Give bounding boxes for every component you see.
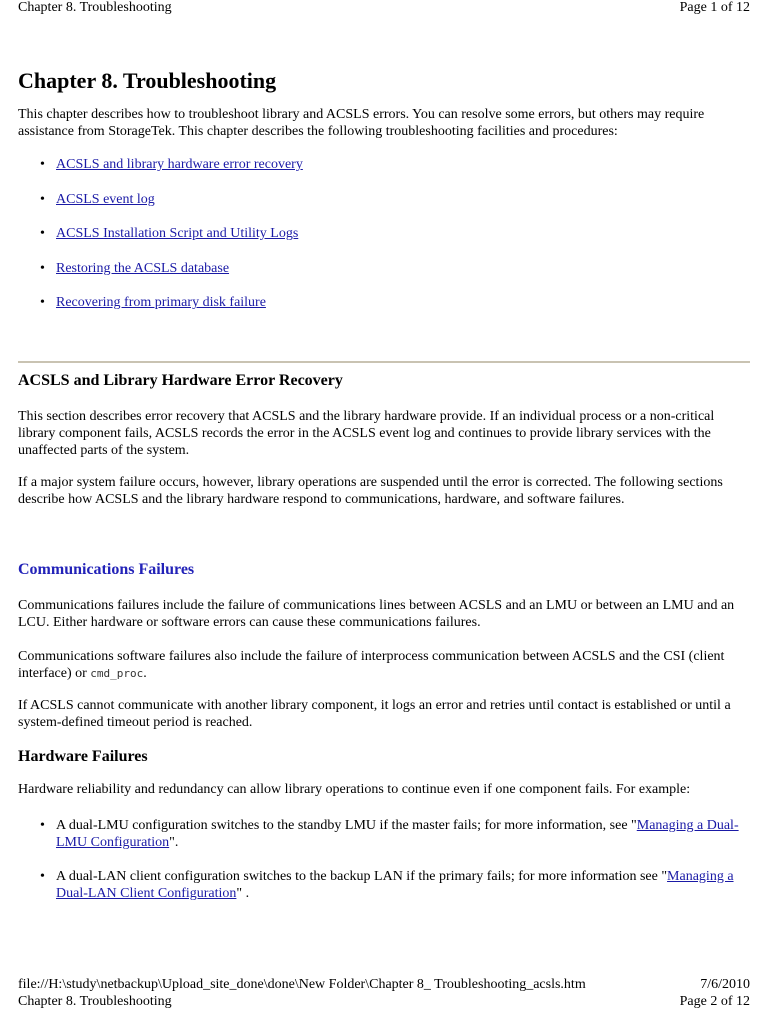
toc-link-restoring-db[interactable]: Restoring the ACSLS database: [56, 260, 230, 276]
toc-list: [18, 156, 750, 329]
communications-paragraph-2: Communications software failures also include the failure of interprocess communication between ACSLS and the CSI (client interface) or cmd_proc.: [18, 648, 725, 681]
section-divider: [18, 361, 750, 363]
document-body: [18, 68, 750, 902]
toc-link-event-log[interactable]: ACSLS event log: [56, 191, 155, 207]
communications-paragraph-1: Communications failures include the failure of communications lines between ACSLS and an LMU or between an LMU and an LCU. Either hardware or software errors can cause these communications failures.: [18, 597, 735, 630]
toc-link-install-logs[interactable]: ACSLS Installation Script and Utility Logs: [56, 226, 299, 242]
header-page-number: Page 1 of 12: [679, 0, 750, 15]
section-title-communications: Communications Failures: [18, 560, 195, 578]
chapter-title: Chapter 8. Troubleshooting: [18, 68, 277, 93]
error-recovery-paragraph-1: This section describes error recovery that ACSLS and the library hardware provide. If an individual process or a non-critical library component fails, ACSLS records the error in the ACSLS event log and continues to provide library services with the unaffected parts of the system.: [18, 408, 715, 458]
list-item: • A dual-LMU configuration switches to the standby LMU if the master fails; for more information, see "Managing a Dual-LMU Configuration".: [18, 817, 750, 851]
hardware-examples-list: [18, 817, 750, 902]
link-dual-lan-config[interactable]: Managing a Dual-LAN Client Configuration: [56, 868, 734, 901]
header-title: Chapter 8. Troubleshooting: [18, 0, 172, 15]
link-dual-lmu-config[interactable]: Managing a Dual-LMU Configuration: [56, 817, 739, 850]
page-header: [18, 0, 750, 18]
page-footer: [18, 977, 750, 994]
next-page-number: Page 2 of 12: [679, 994, 750, 1009]
toc-item: [18, 191, 750, 226]
toc-link-primary-disk[interactable]: Recovering from primary disk failure: [56, 295, 266, 311]
toc-link-error-recovery[interactable]: ACSLS and library hardware error recovery: [56, 157, 303, 172]
next-page-title: Chapter 8. Troubleshooting: [18, 994, 172, 1009]
communications-paragraph-3: If ACSLS cannot communicate with another library component, it logs an error and retries until contact is established or until a system-defined timeout period is reached.: [18, 697, 731, 730]
error-recovery-paragraph-2: If a major system failure occurs, however, library operations are suspended until the error is corrected. The following sections describe how ACSLS and the library hardware respond to communications, hardware, and software failures.: [18, 474, 723, 507]
cmd-proc-code: cmd_proc: [90, 666, 144, 680]
toc-item: [18, 260, 750, 295]
next-page-header: [18, 994, 750, 1011]
hardware-paragraph-1: Hardware reliability and redundancy can allow library operations to continue even if one component fails. For example:: [18, 781, 691, 797]
section-title-error-recovery: ACSLS and Library Hardware Error Recovery: [18, 371, 343, 389]
toc-item: [18, 294, 750, 329]
footer-file-path: file://H:\study\netbackup\Upload_site_done\done\New Folder\Chapter 8_ Troubleshooting_acsls.htm: [18, 977, 586, 992]
intro-paragraph: This chapter describes how to troubleshoot library and ACSLS errors. You can resolve some errors, but others may require assistance from StorageTek. This chapter describes the following troubleshooting facilities and procedures:: [18, 107, 705, 139]
toc-item: [18, 156, 750, 191]
footer-date: 7/6/2010: [700, 977, 750, 992]
section-title-hardware: Hardware Failures: [18, 747, 148, 765]
toc-item: [18, 225, 750, 260]
list-item: • A dual-LAN client configuration switches to the backup LAN if the primary fails; for more information see "Managing a Dual-LAN Client Configuration" .: [18, 868, 750, 902]
